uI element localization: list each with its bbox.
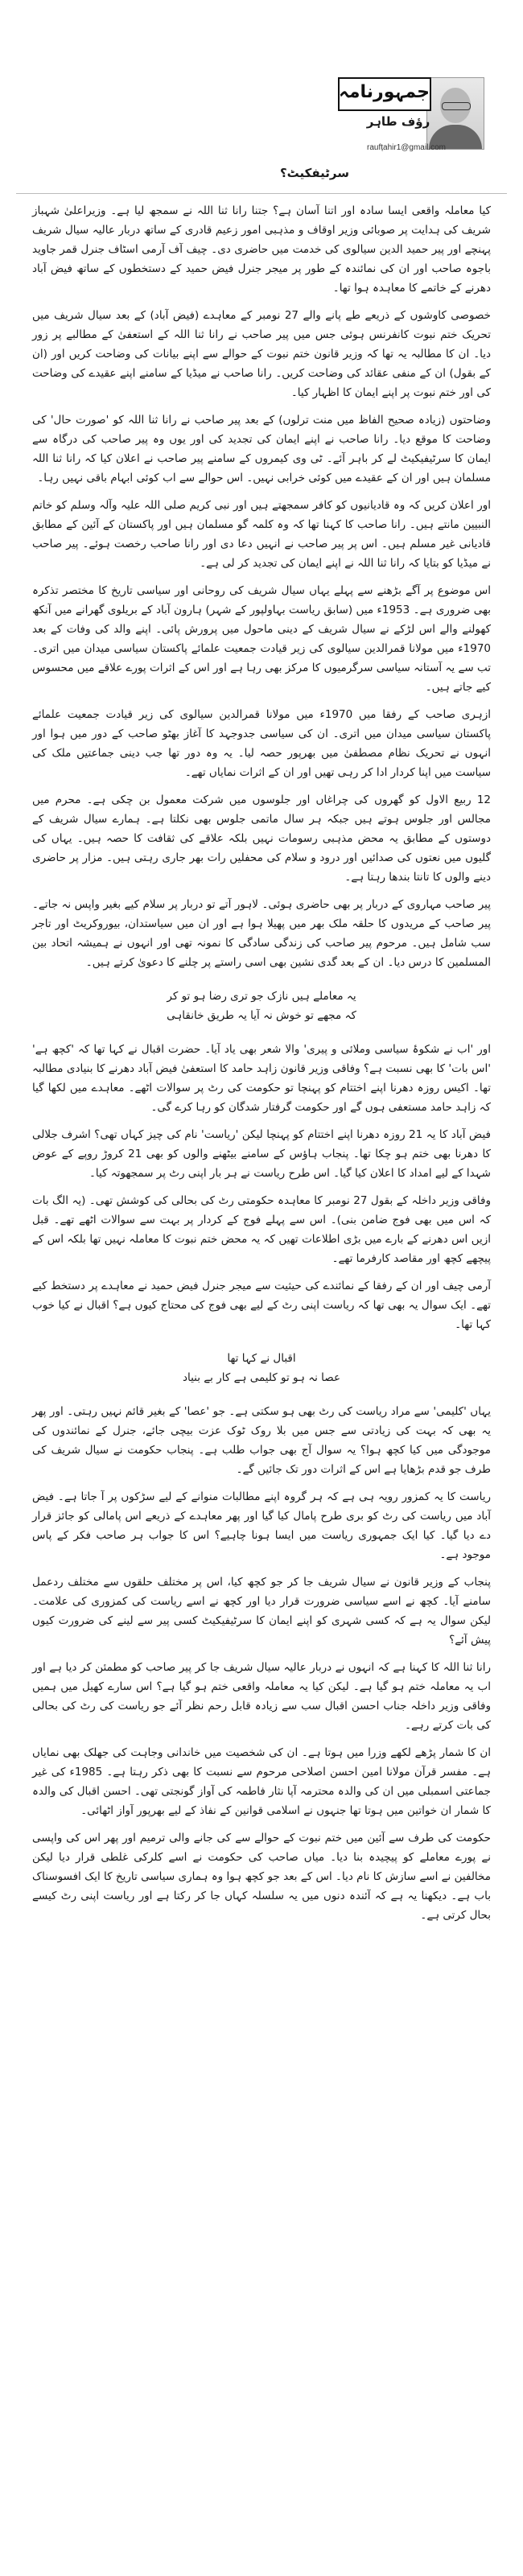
paragraph: کیا معاملہ واقعی ایسا سادہ اور اتنا آسان ہے؟ جتنا رانا ثنا اللہ نے سمجھ لیا ہے۔ وزیراعلیٰ شہباز شریف کی ہدایت پر صوبائی وزیر اوقاف و مذہبی امور زعیم قادری کے ساتھ دربار عالیہ سیال شریف پہنچے اور پیر حمید الدین سیالوی کی خدمت میں حاضری دی۔ چیف آف آرمی اسٹاف جنرل قمر جاوید باجوہ صاحب اور ان کی نمائندہ کے طور پر میجر جنرل فیض حمید کے دستخطوں کے ساتھ فیض آباد دھرنے کے خاتمے کا معاہدہ ہوا تھا۔ (32, 204, 491, 295)
paragraph: پنجاب کے وزیر قانون نے سیال شریف جا کر جو کچھ کیا، اس پر مختلف حلقوں سے مختلف ردعمل سامنے آیا۔ کچھ نے اسے سیاسی ضرورت قرار دیا اور کچھ نے اسے ریاست کی کمزوری کی علامت۔ لیکن سوال یہ ہے کہ کسی شہری کو اپنے ایمان کا سرٹیفیکیٹ کسی پیر سے لینے کی ضرورت کیوں پیش آئے؟ (32, 1576, 491, 1647)
header-divider (16, 193, 507, 194)
paragraph: یہاں 'کلیمی' سے مراد ریاست کی رٹ بھی ہو سکتی ہے۔ جو 'عصا' کے بغیر قائم نہیں رہتی۔ اور پھر یہ بھی کہ بہت کی زیادتی سے جس میں بلا روک ٹوک عزت بیچی جائے، جنرل کے نمائندوں کی موجودگی میں کیا کچھ ہوا؟ یہ سوال آج بھی جواب طلب ہے۔ پنجاب حکومت نے سیال شریف کی طرف جو قدم بڑھایا ہے اس کے اثرات دور تک جائیں گے۔ (32, 1405, 491, 1476)
paragraph: ریاست کا یہ کمزور رویہ ہی ہے کہ ہر گروہ اپنے مطالبات منوانے کے لیے سڑکوں پر آ جاتا ہے۔ فیض آباد میں ریاست کی رٹ کو بری طرح پامال کیا گیا اور پھر معاہدے کے ذریعے اس پامالی کو جائز قرار دے دیا گیا۔ کیا ایک جمہوری ریاست میں ایسا ہونا چاہیے؟ اس کا جواب ہر صاحب فکر کے پاس موجود ہے۔ (32, 1490, 491, 1561)
paragraph: 12 ربیع الاول کو گھروں کی چراغاں اور جلوسوں میں شرکت معمول بن چکی ہے۔ محرم میں مجالس اور جلوس ہوتے ہیں جبکہ ہر سال ماتمی جلوس بھی نکلتا ہے۔ ہمارے سیال شریف کے دوستوں کے مطابق یہ محض مذہبی رسومات نہیں بلکہ علاقے کی ثقافت کا حصہ ہیں۔ یہاں کی گلیوں میں نعتوں کی صدائیں اور درود و سلام کی محفلیں رات بھر جاری رہتی ہیں۔ مزار پر حاضری دینے والوں کا تانتا بندھا رہتا ہے۔ (32, 793, 491, 884)
paragraph: پیر صاحب مہاروی کے دربار پر بھی حاضری ہوئی۔ لاہور آتے تو دربار پر سلام کیے بغیر واپس نہ جاتے۔ پیر صاحب کے مریدوں کا حلقہ ملک بھر میں پھیلا ہوا ہے اور ان میں سیاستدان، بیوروکریٹ اور تاجر سب شامل ہیں۔ مرحوم پیر صاحب کی زندگی سادگی کا نمونہ تھی اور انہوں نے ہمیشہ اتحاد بین المسلمین کا درس دیا۔ ان کے بعد گدی نشین بھی اسی راستے پر چلنے کا دعویٰ کرتے ہیں۔ (32, 898, 491, 969)
verse-line: یہ معاملے ہیں نازک جو تری رضا ہو تو کر (167, 990, 356, 1003)
column-header (0, 0, 523, 209)
paragraph: رانا ثنا اللہ کا کہنا ہے کہ انہوں نے دربار عالیہ سیال شریف جا کر پیر صاحب کو مطمئن کر دیا ہے اور اب یہ معاملہ ختم ہو گیا ہے۔ لیکن کیا یہ معاملہ واقعی ختم ہو گیا ہے؟ اس سارے کھیل میں ہمیں وفاقی وزیر داخلہ جناب احسن اقبال سب سے زیادہ قابل رحم نظر آئے جو ریاست کی رٹ کی بحالی کی بات کرتے رہے۔ (32, 1661, 491, 1732)
paragraph: خصوصی کاوشوں کے ذریعے طے پانے والے 27 نومبر کے معاہدے (فیض آباد) کے بعد سیال شریف میں تحریک ختم نبوت کانفرنس ہوئی جس میں پیر صاحب نے رانا ثنا اللہ کے استعفیٰ کے مطالبے پر زور دیا۔ ان کا مطالبہ یہ تھا کہ وزیر قانون ختم نبوت کے حوالے سے اپنے بیانات کی وضاحت کریں اور (ان کے بقول) ان کے منفی عقائد کی وضاحت کریں۔ رانا صاحب نے میڈیا کے سامنے اپنے عقیدے کی وضاحت کی اور ختم نبوت پر اپنے ایمان کا اظہار کیا۔ (32, 309, 491, 399)
column-banner (338, 77, 431, 111)
photo-glasses (442, 102, 471, 110)
verse-line: اقبال نے کہا تھا (227, 1352, 296, 1365)
verse-line: عصا نہ ہو تو کلیمی ہے کار بے بنیاد (182, 1371, 341, 1384)
columnist-photo (426, 77, 484, 150)
verse-block (32, 987, 491, 1025)
paragraph: آرمی چیف اور ان کے رفقا کے نمائندے کی حیثیت سے میجر جنرل فیض حمید نے معاہدے پر دستخط کیے تھے۔ ایک سوال یہ بھی تھا کہ ریاست اپنی رٹ کے لیے بھی فوج کی محتاج کیوں ہے؟ اقبال نے کیا خوب کہا تھا۔ (32, 1280, 491, 1331)
column-body (32, 201, 491, 1933)
paragraph: حکومت کی طرف سے آئین میں ختم نبوت کے حوالے سے کی جانے والی ترمیم اور پھر اس کی واپسی نے پورے معاملے کو پیچیدہ بنا دیا۔ میاں صاحب کی حکومت نے اسے کلرکی غلطی قرار دیا لیکن مخالفین نے اسے سازش کا نام دیا۔ اس کے بعد جو کچھ ہوا وہ ہماری سیاسی تاریخ کا ایک افسوسناک باب ہے۔ دیکھنا یہ ہے کہ آئندہ دنوں میں یہ سلسلہ کہاں جا کر رکتا ہے اور ریاست اپنی رٹ کیسے بحال کرتی ہے۔ (32, 1832, 491, 1922)
columnist-email: raufțahir1@gmail.com (367, 143, 446, 152)
paragraph: وفاقی وزیر داخلہ کے بقول 27 نومبر کا معاہدہ حکومتی رٹ کی بحالی کی کوشش تھی۔ (یہ الگ بات کہ اس میں بھی فوج ضامن بنی)۔ اس سے پہلے فوج کے کردار پر بہت سے سوالات اٹھے تھے۔ قبل ازیں اس دھرنے کے بارے میں بڑی اطلاعات تھیں کہ یہ محض ختم نبوت کا معاملہ نہیں تھا بلکہ اس کے پیچھے کچھ اور مقاصد کارفرما تھے۔ (32, 1194, 491, 1265)
paragraph: اور 'اب نے شکوۂ سیاسی وملائی و پیری' والا شعر بھی یاد آیا۔ حضرت اقبال نے کہا تھا کہ 'کچھ ہے' 'اس بات' کا بھی نسبت ہے؟ وفاقی وزیر قانون زاہد حامد کا استعفیٰ فیض آباد دھرنے کا بنیادی مطالبہ تھا۔ اکیس روزہ دھرنا اپنے اختتام کو پہنچا تو حکومت کی رٹ پر سوالات اٹھے۔ معاہدے میں لکھا گیا کہ زاہد حامد مستعفی ہوں گے اور حکومت گرفتار شدگان کو رہا کرے گی۔ (32, 1043, 491, 1114)
paragraph: اور اعلان کریں کہ وہ قادیانیوں کو کافر سمجھتے ہیں اور نبی کریم صلی اللہ علیہ وآلہ وسلم کو خاتم النبیین مانتے ہیں۔ رانا صاحب کا کہنا تھا کہ وہ کلمہ گو مسلمان ہیں اور پاکستان کے آئین کے مطابق قادیانی غیر مسلم ہیں۔ اس پر پیر صاحب نے انہیں دعا دی اور رانا صاحب رخصت ہوئے۔ پیر صاحب نے میڈیا کو بتایا کہ رانا ثنا اللہ نے اپنے ایمان کی تجدید کر لی ہے۔ (32, 499, 491, 570)
columnist-name: رؤف طاہر (366, 114, 430, 129)
paragraph: وضاحتوں (زیادہ صحیح الفاظ میں منت ترلوں) کے بعد پیر صاحب نے رانا ثنا اللہ کو 'صورت حال' کی وضاحت کا موقع دیا۔ رانا صاحب نے اپنے ایمان کی تجدید کی اور یوں وہ پیر صاحب کی درگاہ سے ایمان کا سرٹیفیکیٹ لے کر باہر آئے۔ ٹی وی کیمروں کے سامنے پیر صاحب نے اعلان کیا کہ رانا ثنا اللہ مسلمان ہیں اور ان کے عقیدے میں کوئی خرابی نہیں۔ اس حوالے سے اب کوئی ابہام باقی نہیں رہا۔ (32, 414, 491, 484)
column-headline: سرٹیفکیٹ؟ (279, 166, 349, 180)
verse-line: کہ مجھے تو خوش نہ آیا یہ طریق خانقاہی (167, 1009, 356, 1022)
verse-block-2 (32, 1349, 491, 1387)
paragraph: فیض آباد کا یہ 21 روزہ دھرنا اپنے اختتام کو پہنچا لیکن 'ریاست' نام کی چیز کہاں تھی؟ اشرف جلالی کا دھرنا بھی ختم ہو چکا تھا۔ پنجاب ہاؤس کے سامنے بیٹھنے والوں کو بھی 21 کروڑ روپے کے عوض شہدا کے لیے امداد کا اعلان کیا گیا۔ اس طرح ریاست نے ہر بار اپنی رٹ پر سمجھوتہ کیا۔ (32, 1128, 492, 1180)
paragraph: ازہری صاحب کے رفقا میں 1970ء میں مولانا قمرالدین سیالوی کی زیر قیادت جمعیت علمائے پاکستان سیاسی میدان میں اتری۔ ان کی سیاسی جدوجہد کا آغاز بھٹو صاحب کے دور میں ہوا اور انہوں نے تحریک نظام مصطفیٰ میں بھرپور حصہ لیا۔ یہ وہ دور تھا جب دینی جماعتیں ملک کی سیاست میں اپنا کردار ادا کر رہی تھیں اور ان کے اثرات نمایاں تھے۔ (32, 708, 491, 779)
paragraph: ان کا شمار پڑھے لکھے وزرا میں ہوتا ہے۔ ان کی شخصیت میں خاندانی وجاہت کی جھلک بھی نمایاں ہے۔ مفسر قرآن مولانا امین احسن اصلاحی مرحوم سے نسبت کا بھی ذکر رہتا ہے۔ 1985ء کی غیر جماعتی اسمبلی میں ان کی والدہ محترمہ آپا نثار فاطمہ کی آواز گونجتی تھی۔ احسن اقبال کی والدہ کا شمار ان خواتین میں ہوتا تھا جنہوں نے اسلامی قوانین کے نفاذ کے لیے بھرپور آواز اٹھائی۔ (32, 1746, 491, 1817)
paragraph: اس موضوع پر آگے بڑھنے سے پہلے یہاں سیال شریف کی روحانی اور سیاسی تاریخ کا مختصر تذکرہ بھی ضروری ہے۔ 1953ء میں (سابق ریاست بہاولپور کے شہر) ہارون آباد کے بریلوی گھرانے میں آنکھ کھولنے والے اس لڑکے نے سیال شریف کے دینی ماحول میں پرورش پائی۔ اپنے والد کی وفات کے بعد 1970ء میں مولانا قمرالدین سیالوی کی زیر قیادت جمعیت علمائے پاکستان سیاسی میدان میں اتری۔ تب سے یہ آستانہ سیاسی سرگرمیوں کا مرکز بھی رہا ہے اور اس کے اثرات پورے علاقے میں محسوس کیے جاتے ہیں۔ (32, 584, 491, 694)
column-banner-title: جمہورنامہ (339, 82, 430, 102)
